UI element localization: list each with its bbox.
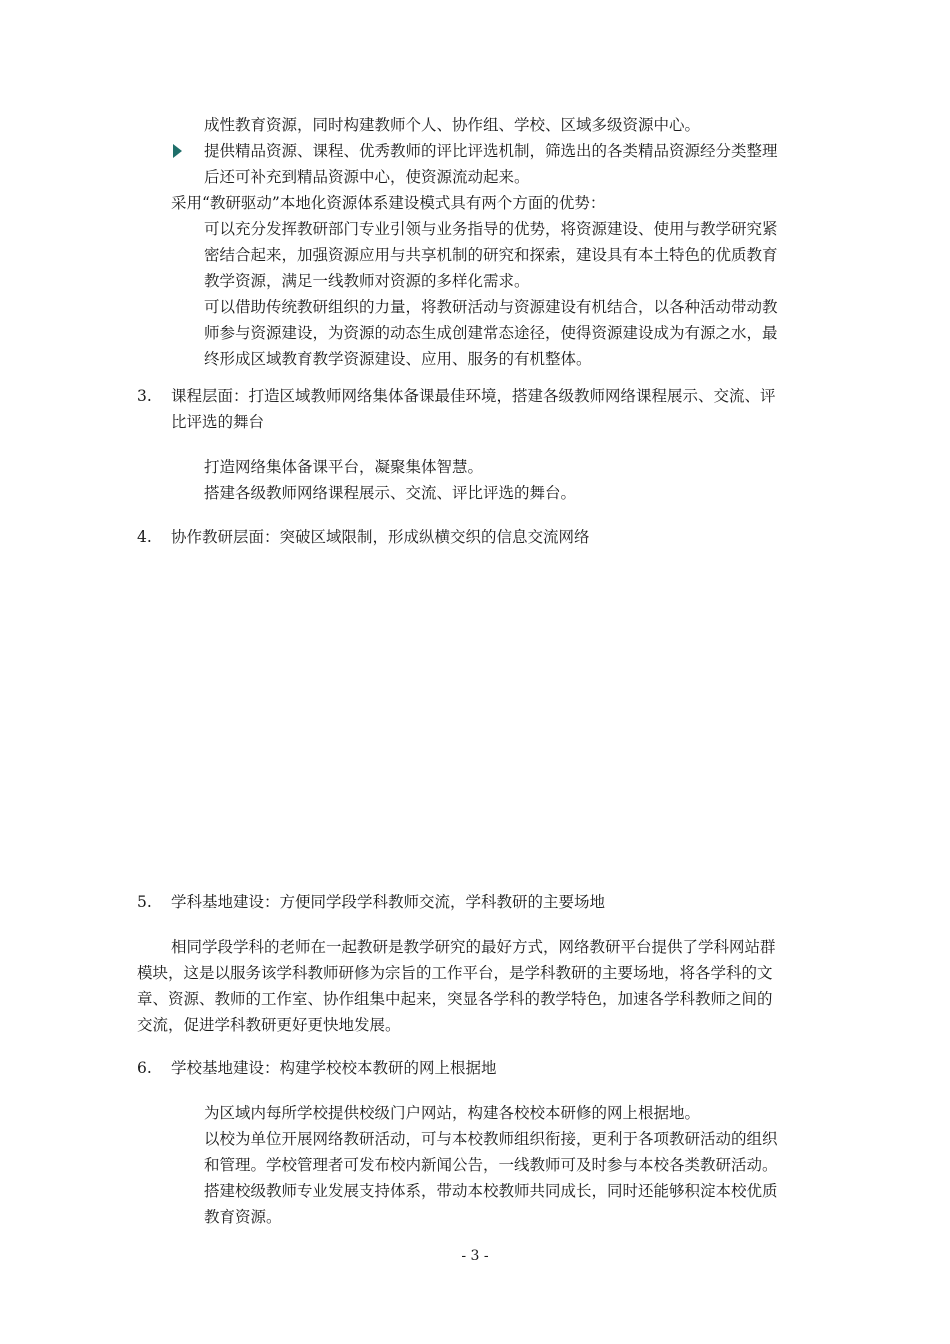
section-5-paragraph-line2: 模块，这是以服务该学科教师研修为宗旨的工作平台，是学科教研的主要场地，将各学科的文 xyxy=(137,964,773,982)
section-5-paragraph-line1: 相同学段学科的老师在一起教研是教学研究的最好方式，网络教研平台提供了学科网站群 xyxy=(171,938,776,956)
section-3-number: 3. xyxy=(137,387,152,405)
section-5-paragraph-line4: 交流，促进学科教研更好更快地发展。 xyxy=(137,1016,401,1034)
section-5-heading: 学科基地建设：方便同学段学科教师交流，学科教研的主要场地 xyxy=(171,893,606,911)
advantage-1-line1: 可以充分发挥教研部门专业引领与业务指导的优势，将资源建设、使用与教学研究紧 xyxy=(204,220,778,238)
page-number: - 3 - xyxy=(461,1248,489,1264)
advantage-intro: 采用“教研驱动”本地化资源体系建设模式具有两个方面的优势： xyxy=(171,194,606,212)
section-3-item-2: 搭建各级教师网络课程展示、交流、评比评选的舞台。 xyxy=(204,484,577,502)
bullet-item-line2: 后还可补充到精品资源中心，使资源流动起来。 xyxy=(204,168,530,186)
section-6-item-1: 为区域内每所学校提供校级门户网站，构建各校校本研修的网上根据地。 xyxy=(204,1104,701,1122)
section-3-heading-line1: 课程层面：打造区域教师网络集体备课最佳环境，搭建各级教师网络课程展示、交流、评 xyxy=(171,387,776,405)
section-6-item-2-line2: 和管理。学校管理者可发布校内新闻公告，一线教师可及时参与本校各类教研活动。 xyxy=(204,1156,778,1174)
continued-paragraph-line: 成性教育资源，同时构建教师个人、协作组、学校、区域多级资源中心。 xyxy=(204,116,701,134)
advantage-1-line2: 密结合起来，加强资源应用与共享机制的研究和探索，建设具有本土特色的优质教育 xyxy=(204,246,778,264)
advantage-2-line3: 终形成区域教育教学资源建设、应用、服务的有机整体。 xyxy=(204,350,592,368)
section-6-number: 6. xyxy=(137,1059,152,1077)
section-6-item-3-line2: 教育资源。 xyxy=(204,1208,282,1226)
section-5-paragraph-line3: 章、资源、教师的工作室、协作组集中起来，突显各学科的教学特色，加速各学科教师之间的 xyxy=(137,990,773,1008)
advantage-2-line2: 师参与资源建设，为资源的动态生成创建常态途径，使得资源建设成为有源之水，最 xyxy=(204,324,778,342)
section-3-item-1: 打造网络集体备课平台，凝聚集体智慧。 xyxy=(204,458,484,476)
bullet-item-line1: 提供精品资源、课程、优秀教师的评比评选机制，筛选出的各类精品资源经分类整理 xyxy=(204,142,778,160)
advantage-1-line3: 教学资源，满足一线教师对资源的多样化需求。 xyxy=(204,272,530,290)
section-4-number: 4. xyxy=(137,528,152,546)
section-5-number: 5. xyxy=(137,893,152,911)
advantage-2-line1: 可以借助传统教研组织的力量，将教研活动与资源建设有机结合，以各种活动带动教 xyxy=(204,298,778,316)
section-6-item-2-line1: 以校为单位开展网络教研活动，可与本校教师组织衔接，更利于各项教研活动的组织 xyxy=(204,1130,778,1148)
section-3-heading-line2: 比评选的舞台 xyxy=(171,413,265,431)
section-4-heading: 协作教研层面：突破区域限制，形成纵横交织的信息交流网络 xyxy=(171,528,590,546)
triangle-bullet-icon xyxy=(173,144,182,158)
section-6-item-3-line1: 搭建校级教师专业发展支持体系，带动本校教师共同成长，同时还能够积淀本校优质 xyxy=(204,1182,778,1200)
section-6-heading: 学校基地建设：构建学校校本教研的网上根据地 xyxy=(171,1059,497,1077)
